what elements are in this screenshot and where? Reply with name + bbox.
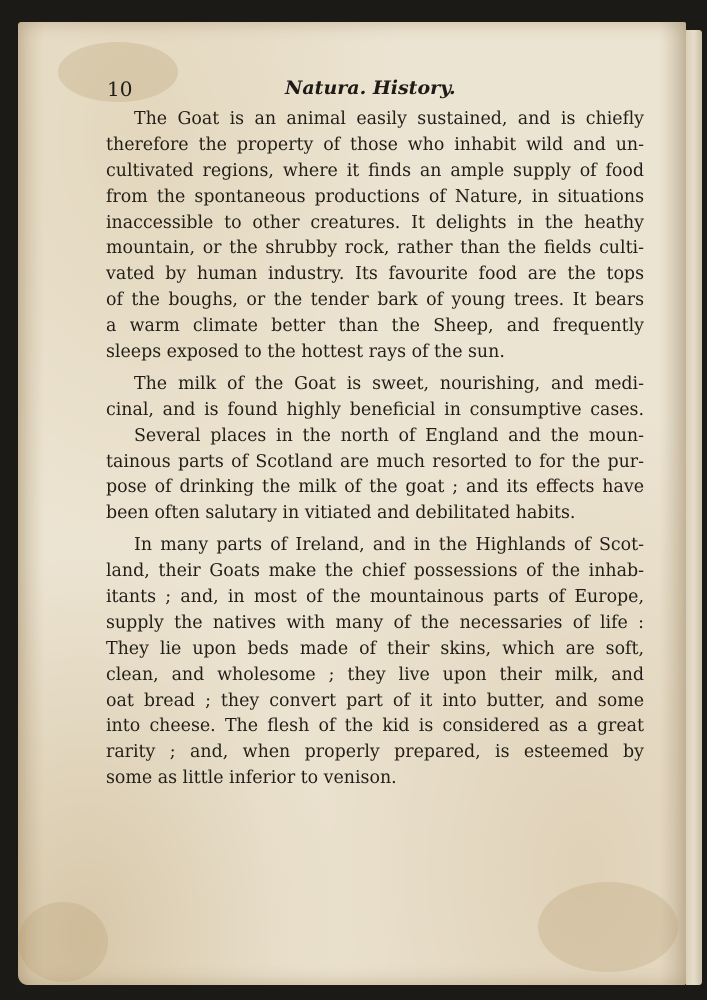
text-line: The milk of the Goat is sweet, nourishing, and medi- <box>134 373 644 394</box>
text-line: into cheese. The flesh of the kid is considered as a great <box>106 716 644 737</box>
text-line: land, their Goats make the chief possessions of the inhab- <box>106 561 644 582</box>
text-line: sleeps exposed to the hottest rays of the sun. <box>106 342 505 363</box>
text-line: clean, and wholesome ; they live upon their milk, and <box>106 664 644 685</box>
text-line: mountain, or the shrubby rock, rather than the fields culti- <box>106 238 644 259</box>
body-text <box>106 107 644 792</box>
text-line: oat bread ; they convert part of it into butter, and some <box>106 690 644 711</box>
facing-page-edge <box>686 30 702 985</box>
text-line: rarity ; and, when properly prepared, is esteemed by <box>106 742 644 763</box>
running-title: Natura. History. <box>285 77 456 99</box>
text-line: been often salutary in vitiated and debilitated habits. <box>106 503 576 524</box>
text-line: pose of drinking the milk of the goat ; and its effects have <box>106 477 644 498</box>
text-line: They lie upon beds made of their skins, which are soft, <box>106 638 644 659</box>
text-line: itants ; and, in most of the mountainous parts of Europe, <box>106 587 644 608</box>
text-line: from the spontaneous productions of Nature, in situations <box>106 186 644 207</box>
text-line: inaccessible to other creatures. It delights in the heathy <box>106 212 644 233</box>
paper-stain <box>18 902 108 982</box>
text-line: a warm climate better than the Sheep, and frequently <box>106 316 644 337</box>
text-line: therefore the property of those who inhabit wild and un- <box>106 134 644 155</box>
page-header <box>107 77 645 103</box>
text-line: cultivated regions, where it finds an ample supply of food <box>106 160 644 181</box>
text-line: tainous parts of Scotland are much resorted to for the pur- <box>106 451 644 472</box>
text-line: some as little inferior to venison. <box>106 768 397 789</box>
text-line: The Goat is an animal easily sustained, and is chiefly <box>134 109 644 129</box>
text-line: cinal, and is found highly beneficial in consumptive cases. <box>106 399 644 420</box>
text-line: vated by human industry. Its favourite food are the tops <box>106 264 644 285</box>
page-number: 10 <box>107 77 133 101</box>
text-line: In many parts of Ireland, and in the Highlands of Scot- <box>134 535 644 556</box>
paper-stain <box>538 882 678 972</box>
text-line: supply the natives with many of the necessaries of life : <box>106 612 644 633</box>
text-line: Several places in the north of England and the moun- <box>134 425 644 446</box>
text-line: of the boughs, or the tender bark of young trees. It bears <box>106 290 644 311</box>
